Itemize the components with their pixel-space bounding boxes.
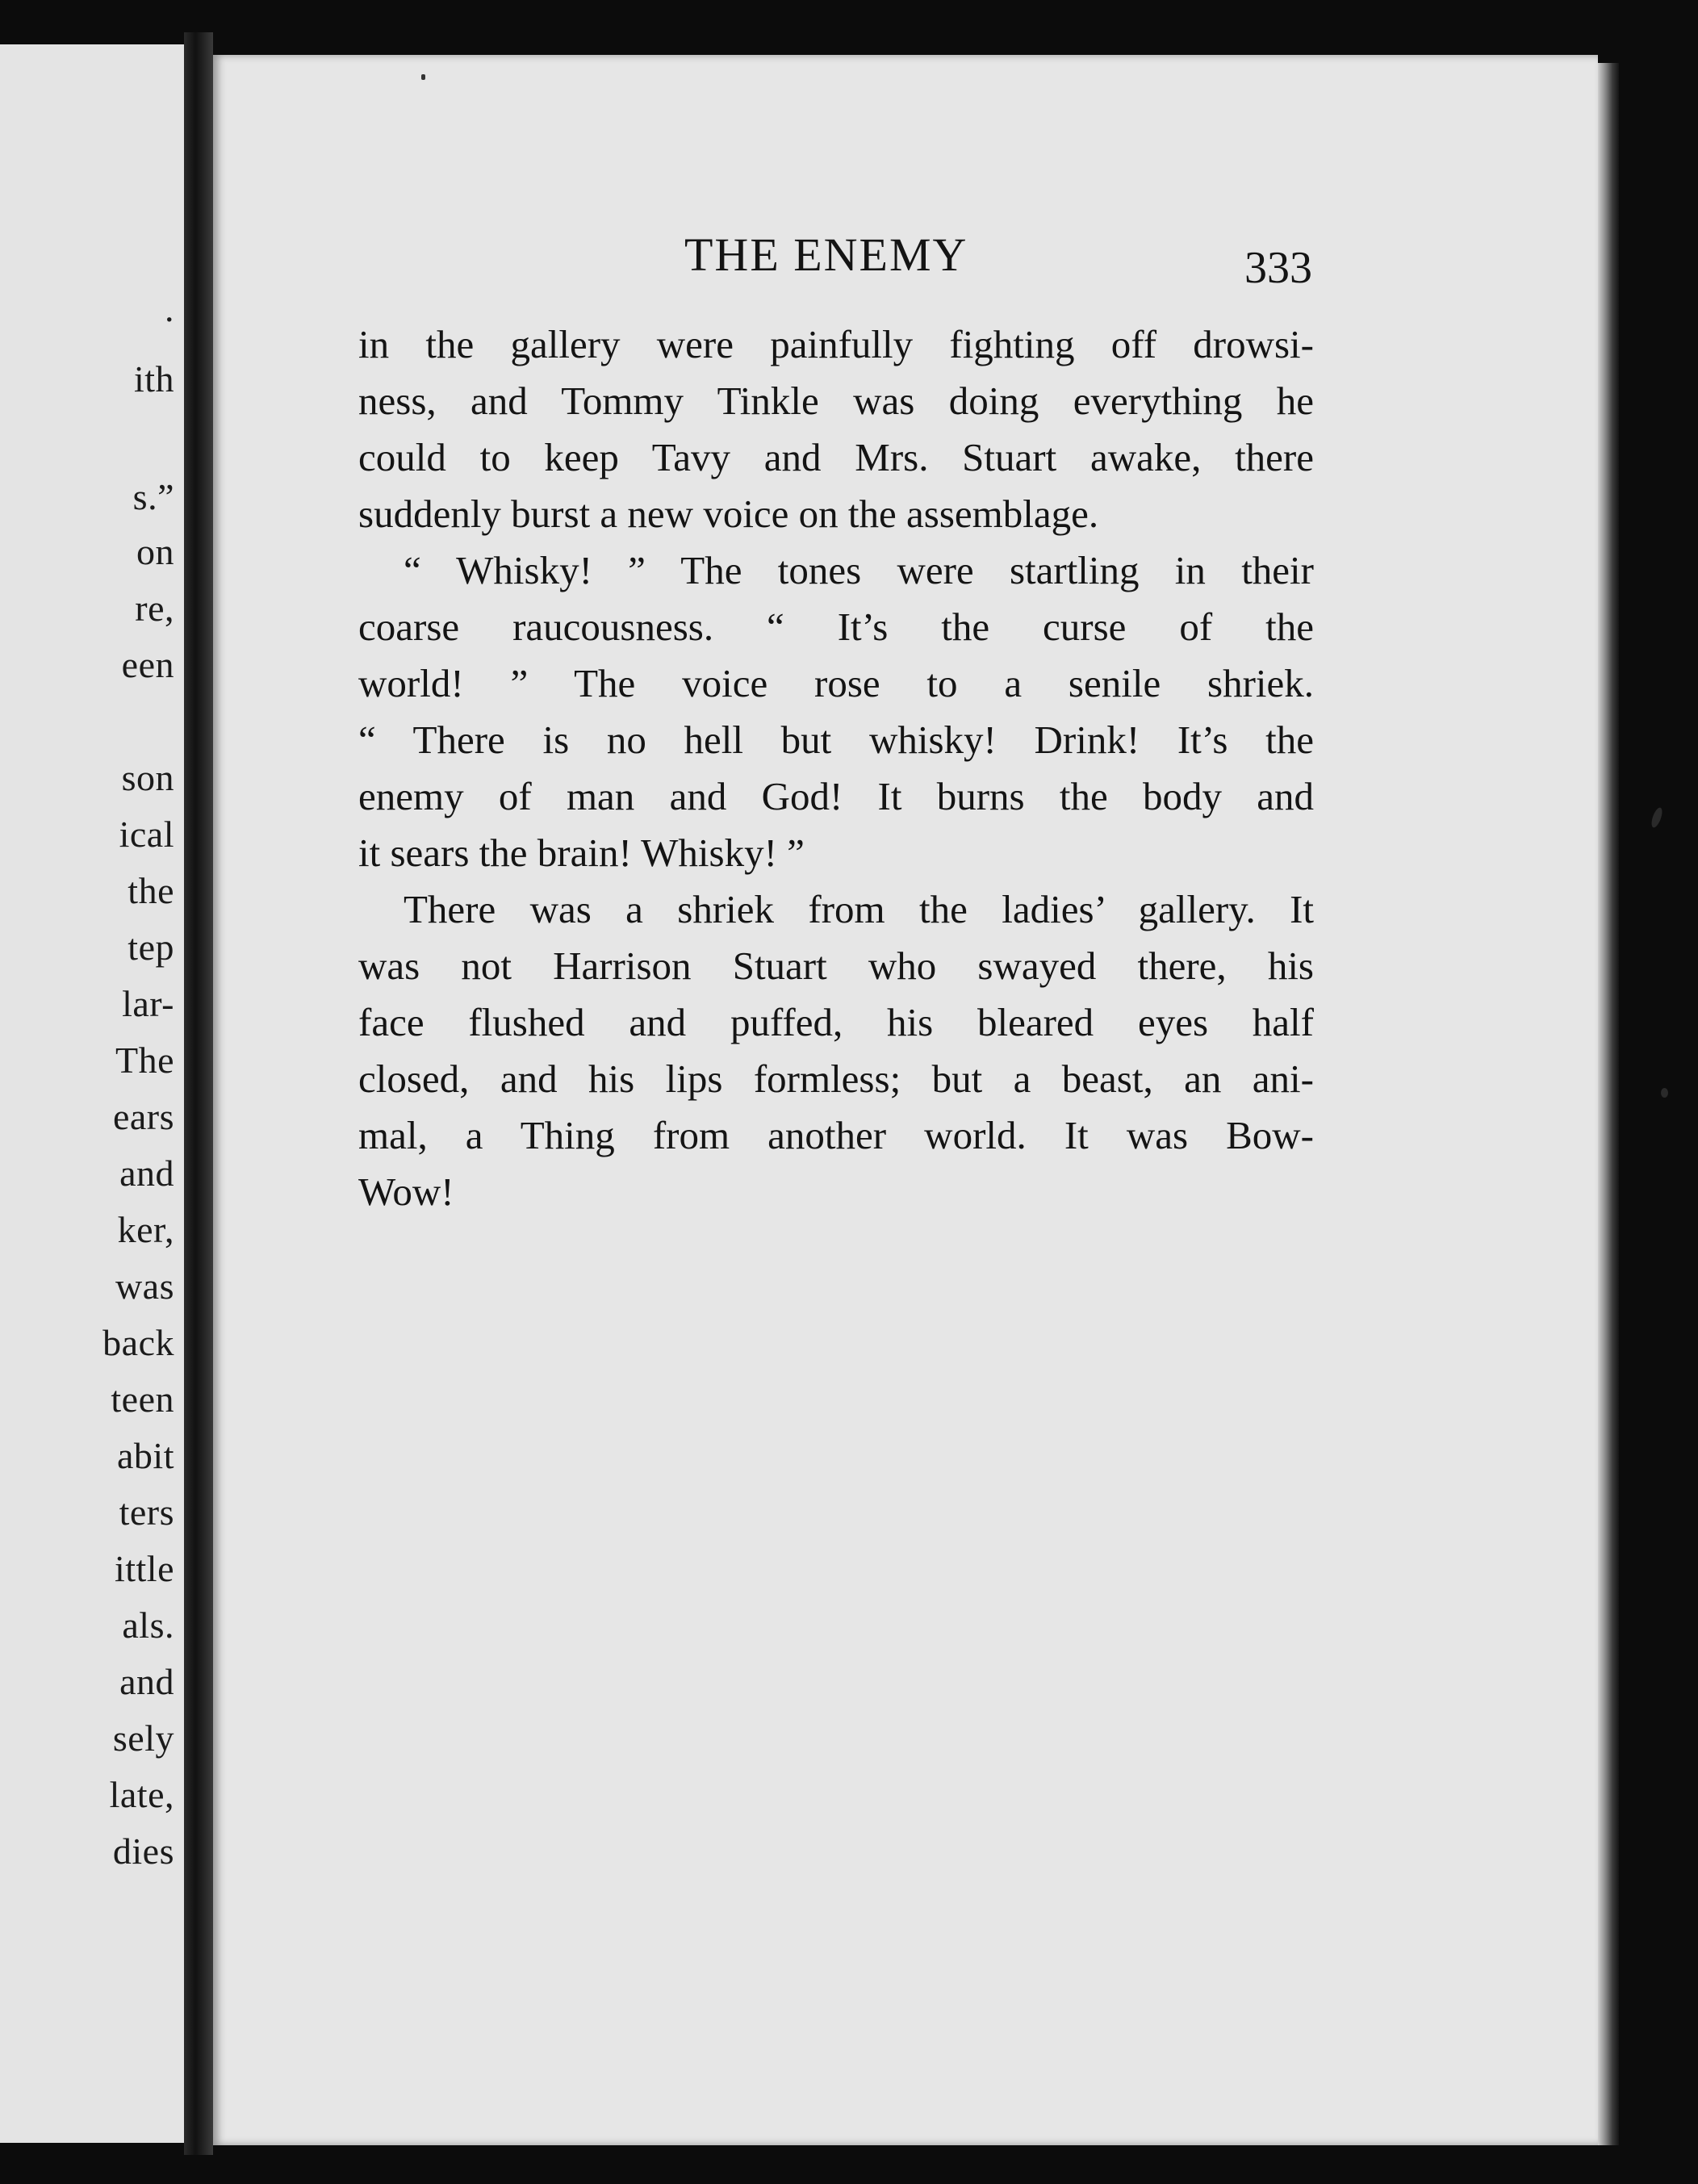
- text-line: There was a shriek from the ladies’ gallery. It: [404, 887, 1314, 931]
- print-speck: [421, 74, 425, 80]
- text-line: in the gallery were painfully fighting off drowsi-: [358, 322, 1314, 366]
- left-page-fragment: late,: [109, 1774, 174, 1815]
- left-page-fragment: ker,: [117, 1209, 174, 1250]
- left-page-fragment: een: [121, 644, 174, 685]
- left-page-fragment: son: [121, 757, 174, 798]
- scan-mark: [1650, 806, 1664, 829]
- left-page-fragment: als.: [122, 1605, 174, 1646]
- left-page-fragment: was: [115, 1266, 174, 1307]
- text-line: “ Whisky! ” The tones were startling in their: [404, 548, 1314, 592]
- left-page-fragment: tep: [128, 927, 174, 968]
- left-page-fragment: the: [128, 870, 174, 911]
- text-line: coarse raucousness. “ It’s the curse of the: [358, 605, 1314, 649]
- left-page-fragment: s.”: [132, 476, 174, 517]
- left-page-fragment: and: [119, 1153, 174, 1194]
- left-page-fragment: lar-: [122, 983, 174, 1024]
- text-line: it sears the brain! Whisky! ”: [358, 831, 805, 875]
- text-line: suddenly burst a new voice on the assemblage.: [358, 492, 1099, 536]
- left-page-fragment: dies: [112, 1830, 174, 1872]
- left-facing-page: [0, 44, 184, 2143]
- left-page-fragment: on: [136, 531, 174, 572]
- left-page-fragment: ittle: [114, 1548, 174, 1589]
- body-text: [358, 316, 1314, 1220]
- left-page-fragment: The: [115, 1040, 174, 1081]
- scan-mark: [1661, 1088, 1668, 1098]
- running-head: THE ENEMY: [684, 228, 968, 281]
- page-edge: [1598, 63, 1619, 2145]
- left-page-fragment: ears: [112, 1096, 174, 1137]
- left-page-fragment: abit: [117, 1435, 174, 1476]
- left-page-fragment: sely: [112, 1717, 174, 1759]
- left-page-fragment: back: [102, 1322, 174, 1363]
- text-line: “ There is no hell but whisky! Drink! It’s the: [358, 718, 1314, 762]
- left-page-fragment: ith: [133, 358, 174, 400]
- text-line: Wow!: [358, 1169, 454, 1214]
- text-line: closed, and his lips formless; but a beast, an ani-: [358, 1056, 1314, 1101]
- text-line: ness, and Tommy Tinkle was doing everything he: [358, 379, 1314, 423]
- text-line: was not Harrison Stuart who swayed there, his: [358, 943, 1314, 988]
- text-line: enemy of man and God! It burns the body and: [358, 774, 1314, 818]
- text-line: face flushed and puffed, his bleared eyes half: [358, 1000, 1314, 1044]
- text-line: world! ” The voice rose to a senile shriek.: [358, 661, 1314, 705]
- left-page-fragment: .: [165, 288, 174, 329]
- page-number: 333: [1244, 243, 1312, 293]
- left-page-fragment: ical: [119, 814, 174, 855]
- left-page-fragment: teen: [111, 1379, 174, 1420]
- left-page-fragment: and: [119, 1661, 174, 1702]
- left-page-fragment: ters: [119, 1492, 174, 1533]
- book-gutter: [184, 32, 213, 2155]
- left-page-fragment: re,: [135, 588, 174, 629]
- text-line: could to keep Tavy and Mrs. Stuart awake, there: [358, 435, 1314, 479]
- text-line: mal, a Thing from another world. It was Bow-: [358, 1113, 1314, 1157]
